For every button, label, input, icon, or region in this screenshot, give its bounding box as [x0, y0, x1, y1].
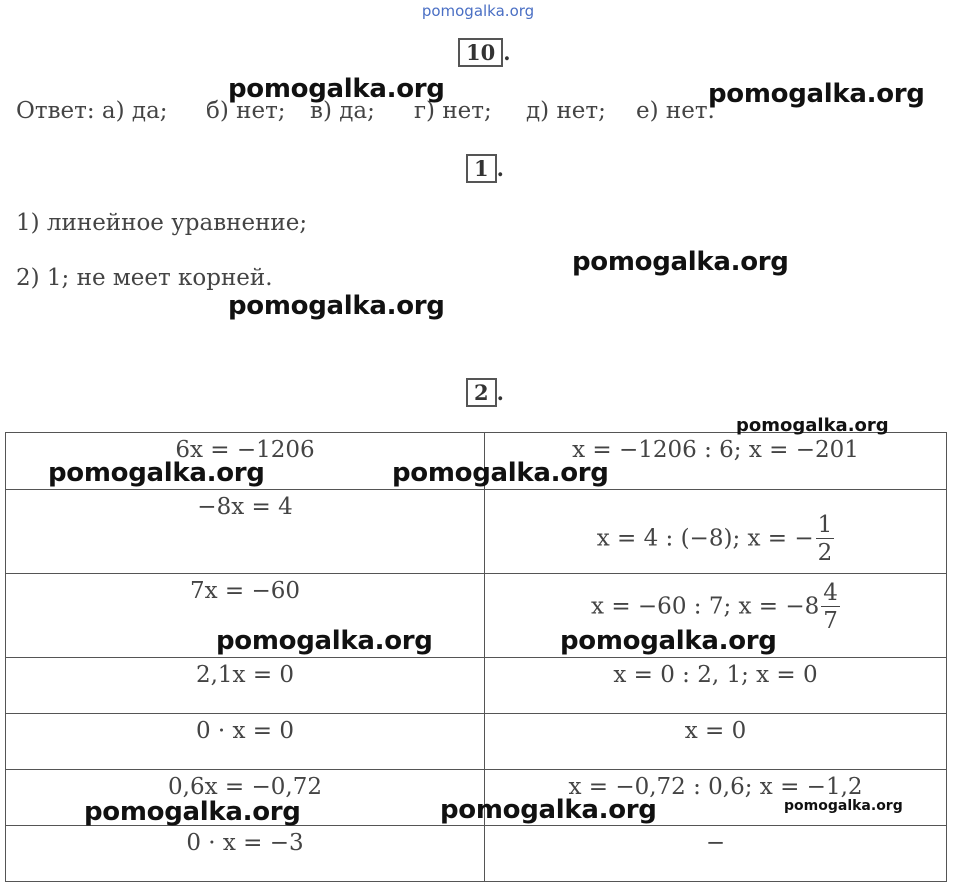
task-2-header [466, 380, 504, 406]
solution-text: x = 4 : (−8); x = − [596, 525, 814, 552]
answer-d: г) нет; [414, 98, 492, 124]
watermark: pomogalka.org [440, 795, 657, 825]
equation-cell: 6x = −1206 [6, 433, 485, 490]
watermark: pomogalka.org [84, 797, 301, 827]
watermark: pomogalka.org [48, 458, 265, 488]
task-10-header [458, 40, 511, 66]
fraction [821, 580, 840, 635]
table-row [6, 714, 947, 770]
task-2-number: 2 [466, 378, 497, 407]
equation-cell: −8x = 4 [6, 490, 485, 574]
fraction [816, 512, 835, 567]
solution-cell: x = −0,72 : 0,6; x = −1,2 [485, 770, 947, 826]
watermark-top: pomogalka.org [421, 2, 535, 20]
task-1-dot: . [496, 156, 504, 181]
fraction-denominator: 2 [817, 540, 833, 566]
task-2-dot: . [496, 380, 504, 405]
task-1-header [466, 156, 504, 182]
fraction-numerator: 1 [817, 512, 833, 538]
answer-f: е) нет. [636, 98, 715, 124]
answer-a: Ответ: а) да; [16, 98, 168, 124]
task-1-line-1: 1) линейное уравнение; [16, 210, 308, 236]
watermark: pomogalka.org [560, 626, 777, 656]
watermark: pomogalka.org [392, 458, 609, 488]
equation-cell: 0 · x = −3 [6, 826, 485, 882]
task-10-dot: . [503, 40, 511, 65]
answer-e: д) нет; [526, 98, 606, 124]
task-1-line-2: 2) 1; не меет корней. [16, 265, 273, 291]
watermark: pomogalka.org [228, 74, 445, 104]
answer-b: б) нет; [206, 98, 286, 124]
solution-cell: x = −1206 : 6; x = −201 [485, 433, 947, 490]
equation-cell: 0 · x = 0 [6, 714, 485, 770]
watermark: pomogalka.org [784, 798, 903, 814]
equation-cell: 0,6x = −0,72 [6, 770, 485, 826]
table-row [6, 826, 947, 882]
watermark: pomogalka.org [216, 626, 433, 656]
watermark: pomogalka.org [736, 415, 889, 436]
table-row [6, 490, 947, 574]
watermark: pomogalka.org [708, 79, 925, 109]
equation-cell: 7x = −60 [6, 574, 485, 658]
solution-text: x = −60 : 7; x = −8 [591, 593, 820, 620]
table-row [6, 574, 947, 658]
task-10-number: 10 [458, 38, 503, 67]
equation-cell: 2,1x = 0 [6, 658, 485, 714]
fraction-denominator: 7 [823, 608, 838, 634]
solution-cell: x = 0 : 2, 1; x = 0 [485, 658, 947, 714]
watermark: pomogalka.org [572, 247, 789, 277]
task-1-number: 1 [466, 154, 497, 183]
answer-c: в) да; [310, 98, 375, 124]
solution-cell: x = 0 [485, 714, 947, 770]
solution-cell [485, 490, 947, 574]
table-row [6, 658, 947, 714]
solution-cell: − [485, 826, 947, 882]
fraction-numerator: 4 [823, 580, 838, 606]
watermark: pomogalka.org [228, 291, 445, 321]
